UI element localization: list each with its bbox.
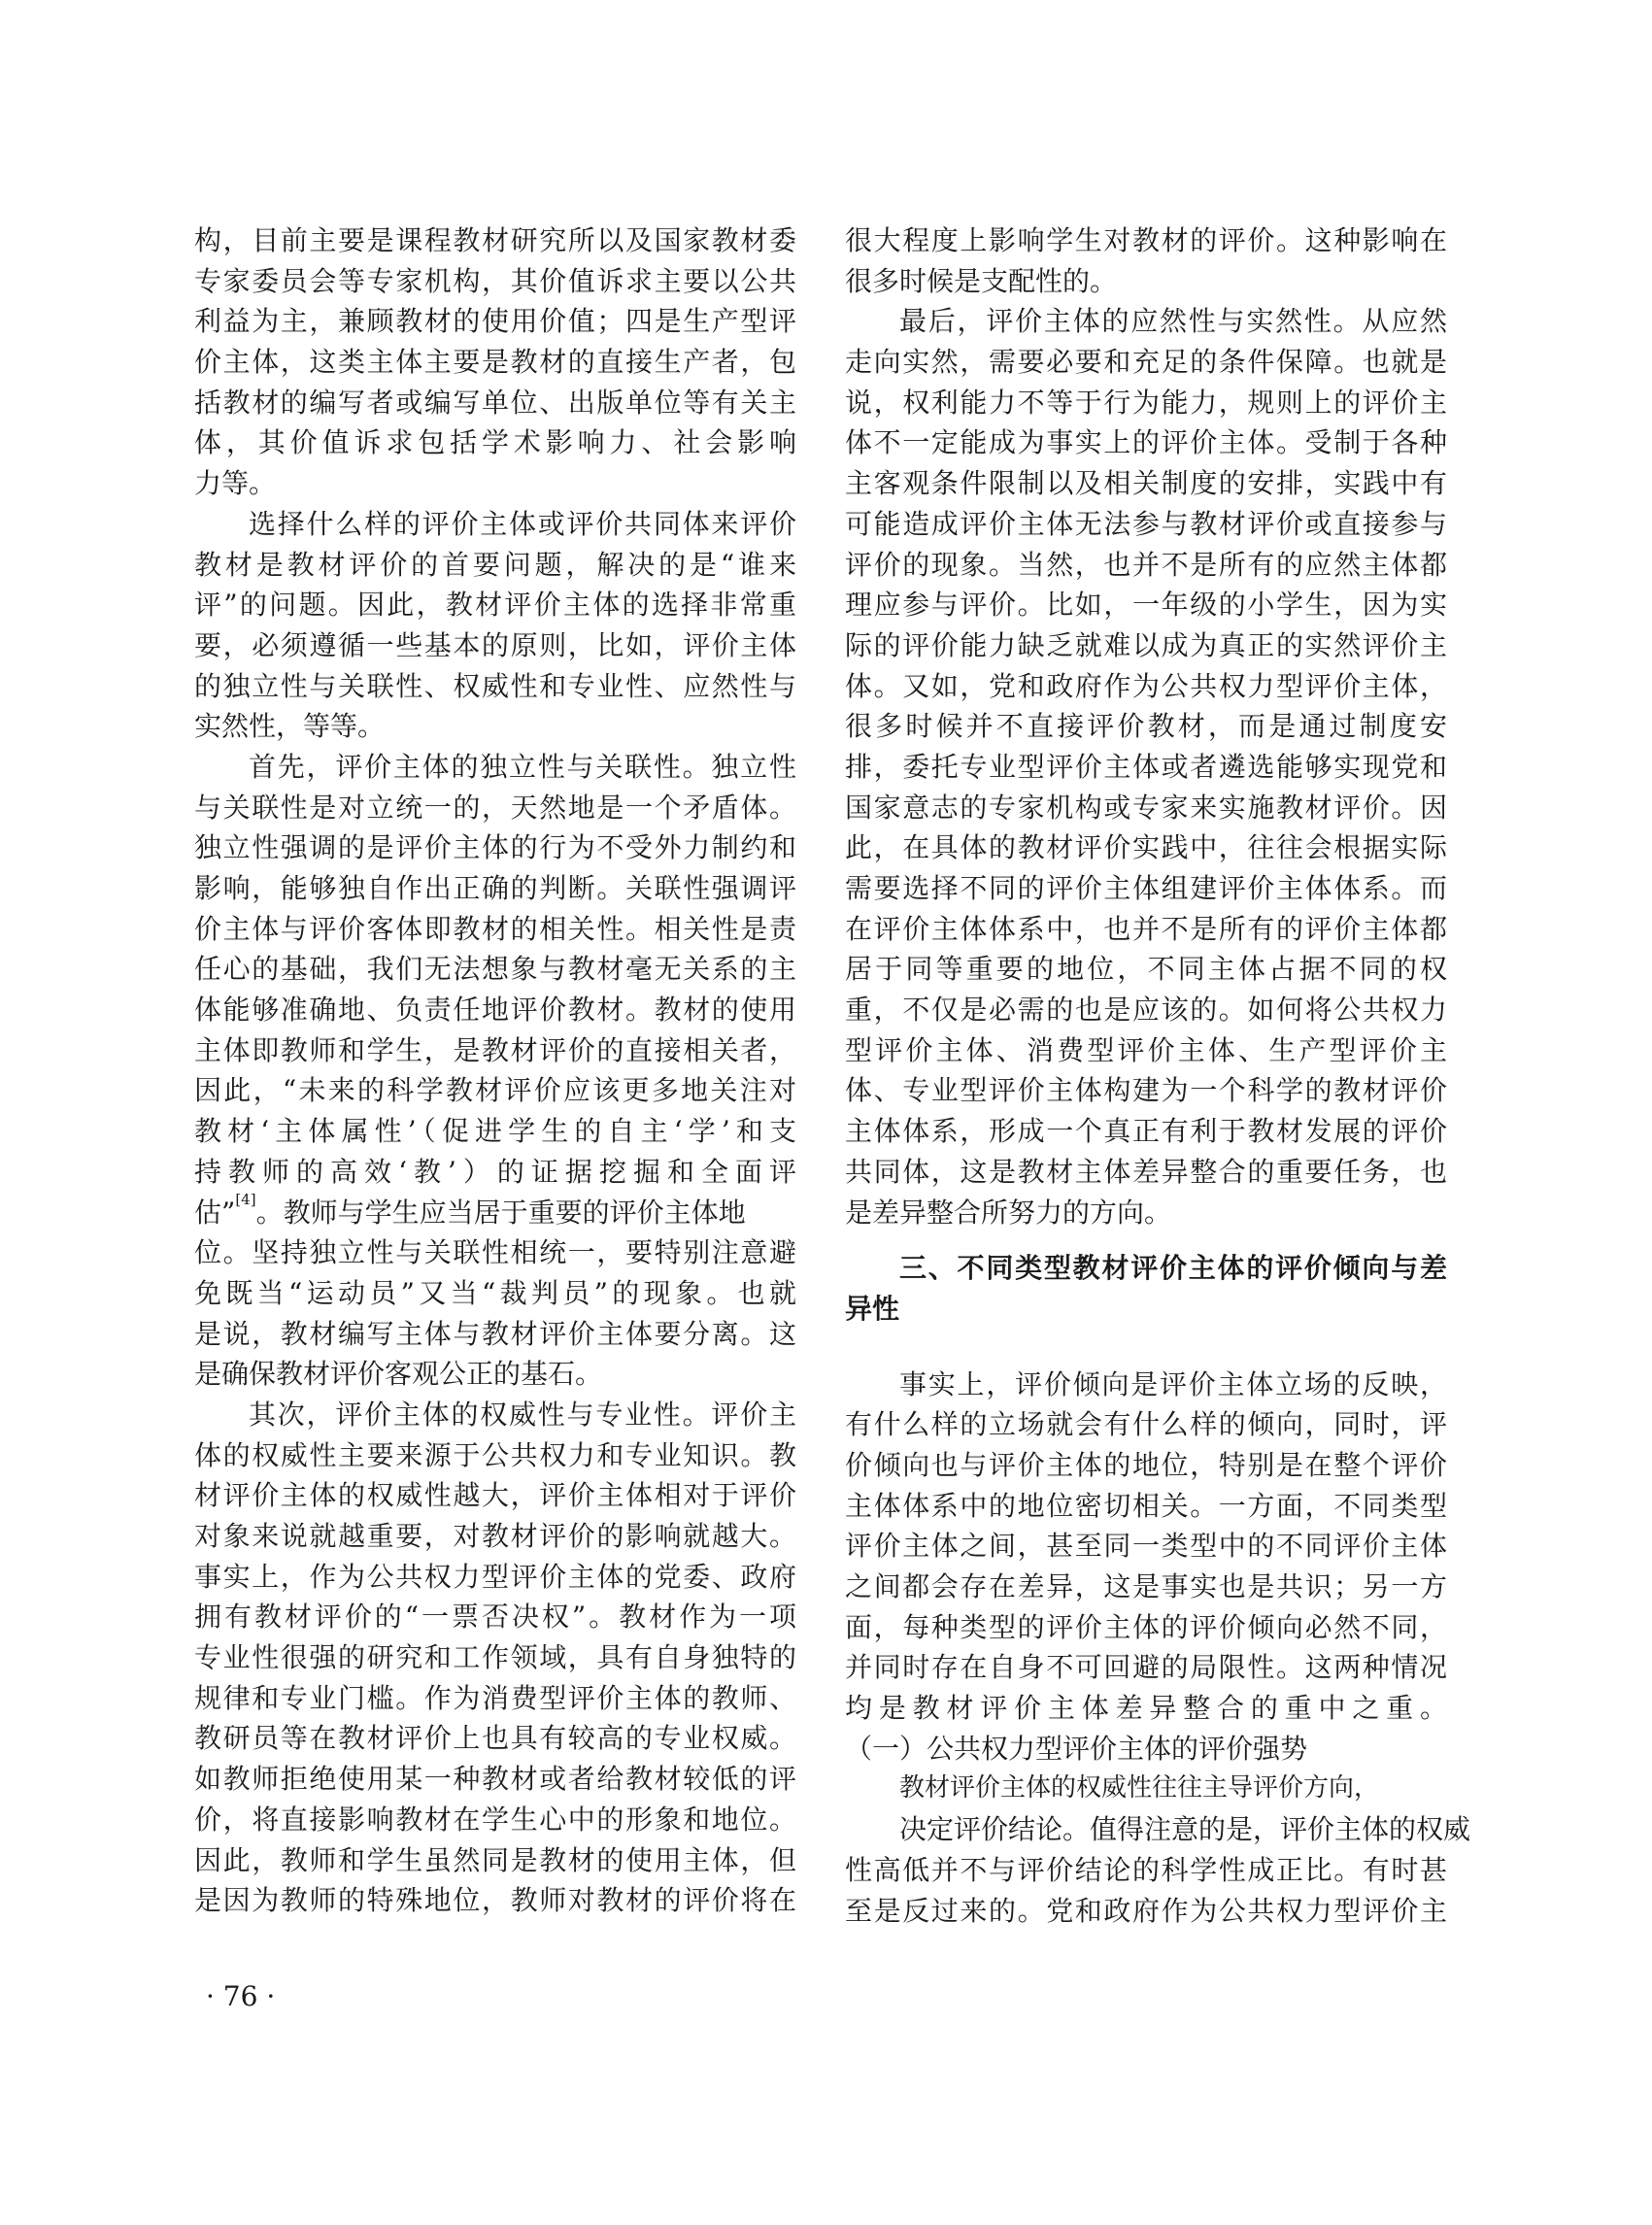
text-line: 评”的问题。因此，教材评价主体的选择非常重 <box>194 589 796 622</box>
text-line: 此，在具体的教材评价实践中，往往会根据实际 <box>845 831 1447 864</box>
right-column <box>845 220 1471 1972</box>
text-line: 是说，教材编写主体与教材评价主体要分离。这 <box>194 1317 796 1350</box>
page-number: · 76 · <box>206 1980 276 2012</box>
text-line: 很大程度上影响学生对教材的评价。这种影响在 <box>845 224 1447 256</box>
paragraph-start: 最后，评价主体的应然性与实然性。从应然 <box>899 305 1447 338</box>
text-line: 与关联性是对立统一的，天然地是一个矛盾体。 <box>194 791 796 824</box>
text-line: 力等。 <box>194 467 277 500</box>
text-line: 理应参与评价。比如，一年级的小学生，因为实 <box>845 589 1447 622</box>
text-line: 评价的现象。当然，也并不是所有的应然主体都 <box>845 548 1447 581</box>
text-line: 是差异整合所努力的方向。 <box>845 1196 1172 1229</box>
text-line: 括教材的编写者或编写单位、出版单位等有关主 <box>194 386 796 419</box>
text-line: 排，委托专业型评价主体或者遴选能够实现党和 <box>845 750 1447 783</box>
text-line: 构，目前主要是课程教材研究所以及国家教材委 <box>194 224 796 256</box>
paragraph-start: 事实上，评价倾向是评价主体立场的反映， <box>899 1367 1447 1400</box>
citation-marker: [4] <box>235 1190 256 1208</box>
text-line: 之间都会存在差异，这是事实也是共识；另一方 <box>845 1570 1447 1602</box>
text-line: 共同体，这是教材主体差异整合的重要任务，也 <box>845 1155 1447 1188</box>
text-line: 是确保教材评价客观公正的基石。 <box>194 1358 603 1391</box>
text-fragment: 。教师与学生应当居于重要的评价主体地 <box>255 1196 746 1229</box>
text-line: 任心的基础，我们无法想象与教材毫无关系的主 <box>194 953 796 986</box>
text-line: 教研员等在教材评价上也具有较高的专业权威。 <box>194 1722 796 1755</box>
text-line: 要，必须遵循一些基本的原则，比如，评价主体 <box>194 628 796 661</box>
text-line: 影响，能够独自作出正确的判断。关联性强调评 <box>194 872 796 904</box>
subsection-heading: 教材评价主体的权威性往往主导评价方向， <box>899 1773 1380 1804</box>
text-line: 对象来说就越重要，对教材评价的影响就越大。 <box>194 1520 796 1552</box>
text-line: 有什么样的立场就会有什么样的倾向，同时，评 <box>845 1408 1447 1441</box>
text-line: 走向实然，需要必要和充足的条件保障。也就是 <box>845 346 1447 379</box>
text-line: 教材是教材评价的首要问题，解决的是“谁来 <box>194 548 796 581</box>
text-line: 实然性，等等。 <box>194 710 386 743</box>
text-line: 体不一定能成为事实上的评价主体。受制于各种 <box>845 426 1447 459</box>
text-line: （一）公共权力型评价主体的评价强势 <box>845 1732 1308 1765</box>
paragraph-start: 决定评价结论。值得注意的是，评价主体的权威 <box>899 1813 1471 1846</box>
text-line: 主体体系中的地位密切相关。一方面，不同类型 <box>845 1489 1447 1522</box>
text-line: 价，将直接影响教材在学生心中的形象和地位。 <box>194 1803 796 1836</box>
text-line: 免既当“运动员”又当“裁判员”的现象。也就 <box>194 1276 796 1309</box>
text-line: 利益为主，兼顾教材的使用价值；四是生产型评 <box>194 305 796 338</box>
text-line: 因此，教师和学生虽然同是教材的使用主体，但 <box>194 1843 796 1876</box>
text-line: 并同时存在自身不可回避的局限性。这两种情况 <box>845 1651 1447 1684</box>
text-line: 在评价主体体系中，也并不是所有的评价主体都 <box>845 912 1447 945</box>
text-line: 拥有教材评价的“一票否决权”。教材作为一项 <box>194 1601 796 1634</box>
text-line: 价主体，这类主体主要是教材的直接生产者，包 <box>194 346 796 379</box>
text-line: 至是反过来的。党和政府作为公共权力型评价主 <box>845 1894 1447 1927</box>
paragraph-start: 首先，评价主体的独立性与关联性。独立性 <box>249 750 796 783</box>
text-line: 国家意志的专家机构或专家来实施教材评价。因 <box>845 791 1447 824</box>
text-line: 说，权利能力不等于行为能力，规则上的评价主 <box>845 386 1447 419</box>
text-line: 独立性强调的是评价主体的行为不受外力制约和 <box>194 831 796 864</box>
section-heading: 三、不同类型教材评价主体的评价倾向与差 <box>899 1252 1447 1285</box>
text-line: 体能够准确地、负责任地评价教材。教材的使用 <box>194 994 796 1027</box>
text-line: 可能造成评价主体无法参与教材评价或直接参与 <box>845 507 1447 540</box>
text-line: 体，其价值诉求包括学术影响力、社会影响 <box>194 426 796 459</box>
text-line: 价倾向也与评价主体的地位，特别是在整个评价 <box>845 1448 1447 1481</box>
text-line: 主体体系，形成一个真正有利于教材发展的评价 <box>845 1115 1447 1148</box>
text-line: 重，不仅是必需的也是应该的。如何将公共权力 <box>845 994 1447 1027</box>
left-column <box>194 220 796 1921</box>
text-line: 体、专业型评价主体构建为一个科学的教材评价 <box>845 1074 1447 1107</box>
text-line-with-citation <box>194 1190 796 1233</box>
text-line: 因此，“未来的科学教材评价应该更多地关注对 <box>194 1074 796 1107</box>
text-line: 的独立性与关联性、权威性和专业性、应然性与 <box>194 669 796 702</box>
text-line: 主客观条件限制以及相关制度的安排，实践中有 <box>845 467 1447 500</box>
text-line: 型评价主体、消费型评价主体、生产型评价主 <box>845 1033 1447 1066</box>
text-line: 持教师的高效‘教’）的证据挖掘和全面评 <box>194 1155 796 1188</box>
text-line: 规律和专业门槛。作为消费型评价主体的教师、 <box>194 1681 796 1714</box>
text-line: 性高低并不与评价结论的科学性成正比。有时甚 <box>845 1853 1447 1886</box>
text-line: 面，每种类型的评价主体的评价倾向必然不同， <box>845 1610 1447 1643</box>
text-line: 事实上，作为公共权力型评价主体的党委、政府 <box>194 1560 796 1593</box>
text-line: 教材‘主体属性’（促进学生的自主‘学’和支 <box>194 1115 796 1148</box>
text-line: 需要选择不同的评价主体组建评价主体体系。而 <box>845 872 1447 904</box>
text-line: 体。又如，党和政府作为公共权力型评价主体， <box>845 669 1447 702</box>
text-line: 际的评价能力缺乏就难以成为真正的实然评价主 <box>845 628 1447 661</box>
section-heading-cont: 异性 <box>845 1292 900 1325</box>
text-line: 主体即教师和学生，是教材评价的直接相关者， <box>194 1033 796 1066</box>
text-line: 均是教材评价主体差异整合的重中之重。 <box>845 1692 1447 1725</box>
paragraph-start: 选择什么样的评价主体或评价共同体来评价 <box>249 507 796 540</box>
text-line <box>845 1931 1447 1972</box>
text-line: 位。坚持独立性与关联性相统一，要特别注意避 <box>194 1236 796 1269</box>
text-line: 很多时候是支配性的。 <box>845 264 1118 297</box>
text-line: 价主体与评价客体即教材的相关性。相关性是责 <box>194 912 796 945</box>
text-line: 材评价主体的权威性越大，评价主体相对于评价 <box>194 1479 796 1512</box>
text-fragment: 估” <box>194 1196 236 1229</box>
text-line: 居于同等重要的地位，不同主体占据不同的权 <box>845 953 1447 986</box>
text-line: 很多时候并不直接评价教材，而是通过制度安 <box>845 710 1447 743</box>
text-line: 专业性很强的研究和工作领域，具有自身独特的 <box>194 1641 796 1674</box>
paragraph-start: 其次，评价主体的权威性与专业性。评价主 <box>249 1398 796 1431</box>
text-line: 体的权威性主要来源于公共权力和专业知识。教 <box>194 1438 796 1471</box>
text-line: 专家委员会等专家机构，其价值诉求主要以公共 <box>194 264 796 297</box>
text-line: 如教师拒绝使用某一种教材或者给教材较低的评 <box>194 1763 796 1796</box>
text-line: 评价主体之间，甚至同一类型中的不同评价主体 <box>845 1530 1447 1563</box>
text-line: 是因为教师的特殊地位，教师对教材的评价将在 <box>194 1884 796 1917</box>
